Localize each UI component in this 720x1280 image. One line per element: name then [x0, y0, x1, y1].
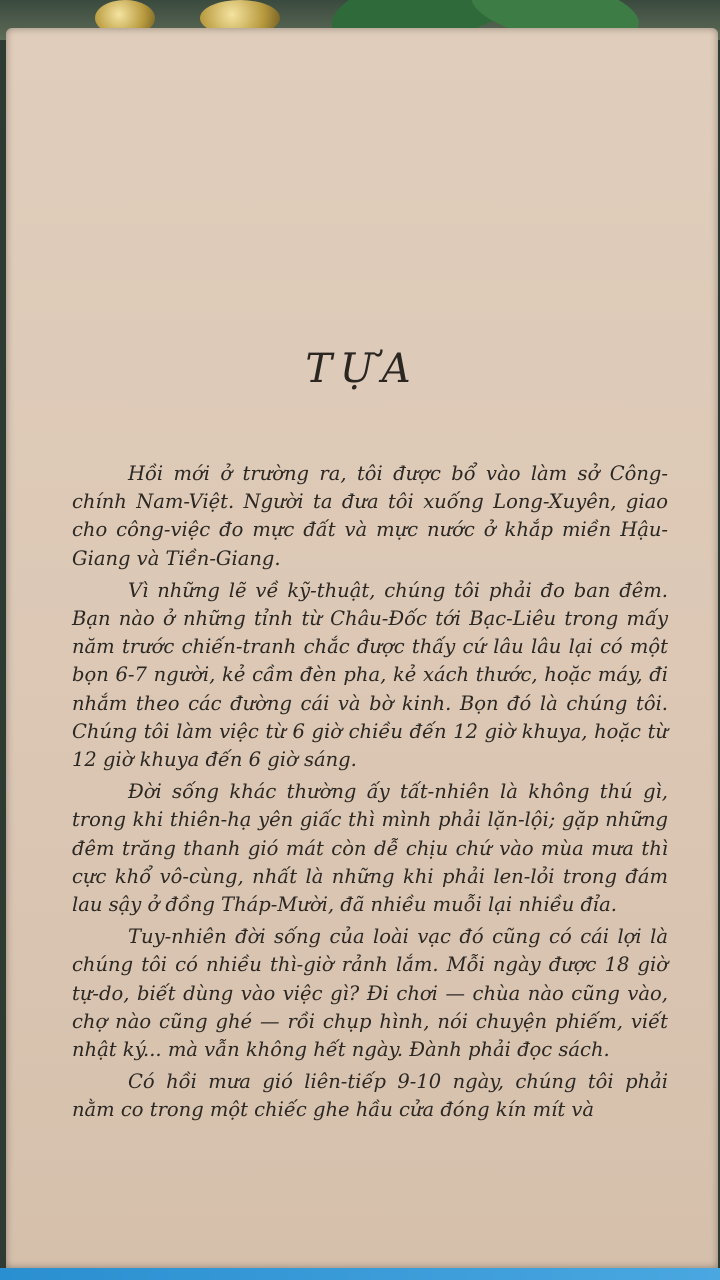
paragraph-3: Đời sống khác thường ấy tất-nhiên là không thú gì, trong khi thiên-hạ yên giấc thì mình phải lặn-lội; gặp những đêm trăng thanh gió mát còn dễ chịu chứ vào mùa mưa thì cực khổ vô-cùng, nhất là những khi phải len-lỏi trong đám lau sậy ở đồng Tháp-Mười, đã nhiều muỗi lại nhiều đỉa. — [72, 780, 668, 917]
paragraph-2: Vì những lẽ về kỹ-thuật, chúng tôi phải đo ban đêm. Bạn nào ở những tỉnh từ Châu-Đốc tới Bạc-Liêu trong mấy năm trước chiến-tranh chắc được thấy cứ lâu lâu lại có một bọn 6-7 người, kẻ cầm đèn pha, kẻ xách thước, hoặc máy, đi nhắm theo các đường cái và bờ kinh. Bọn đó là chúng tôi. Chúng tôi làm việc từ 6 giờ chiều đến 12 giờ khuya, hoặc từ 12 giờ khuya đến 6 giờ sáng. — [72, 578, 668, 772]
paragraph-1: Hồi mới ở trường ra, tôi được bổ vào làm sở Công-chính Nam-Việt. Người ta đưa tôi xuống Long-Xuyên, giao cho công-việc đo mực đất và mực nước ở khắp miền Hậu-Giang và Tiền-Giang. — [72, 462, 668, 570]
book-page — [6, 28, 718, 1268]
body-text — [72, 460, 668, 1125]
paragraph-5: Có hồi mưa gió liên-tiếp 9-10 ngày, chúng tôi phải nằm co trong một chiếc ghe hầu cửa đóng kín mít và — [72, 1070, 668, 1122]
bottom-strip — [0, 1268, 720, 1280]
paragraph-4: Tuy-nhiên đời sống của loài vạc đó cũng có cái lợi là chúng tôi có nhiều thì-giờ rảnh lắm. Mỗi ngày được 18 giờ tự-do, biết dùng vào việc gì? Đi chơi — chùa nào cũng vào, chợ nào cũng ghé — rồi chụp hình, nói chuyện phiếm, viết nhật ký... mà vẫn không hết ngày. Đành phải đọc sách. — [72, 925, 668, 1062]
page-title: TỰA — [305, 346, 419, 392]
